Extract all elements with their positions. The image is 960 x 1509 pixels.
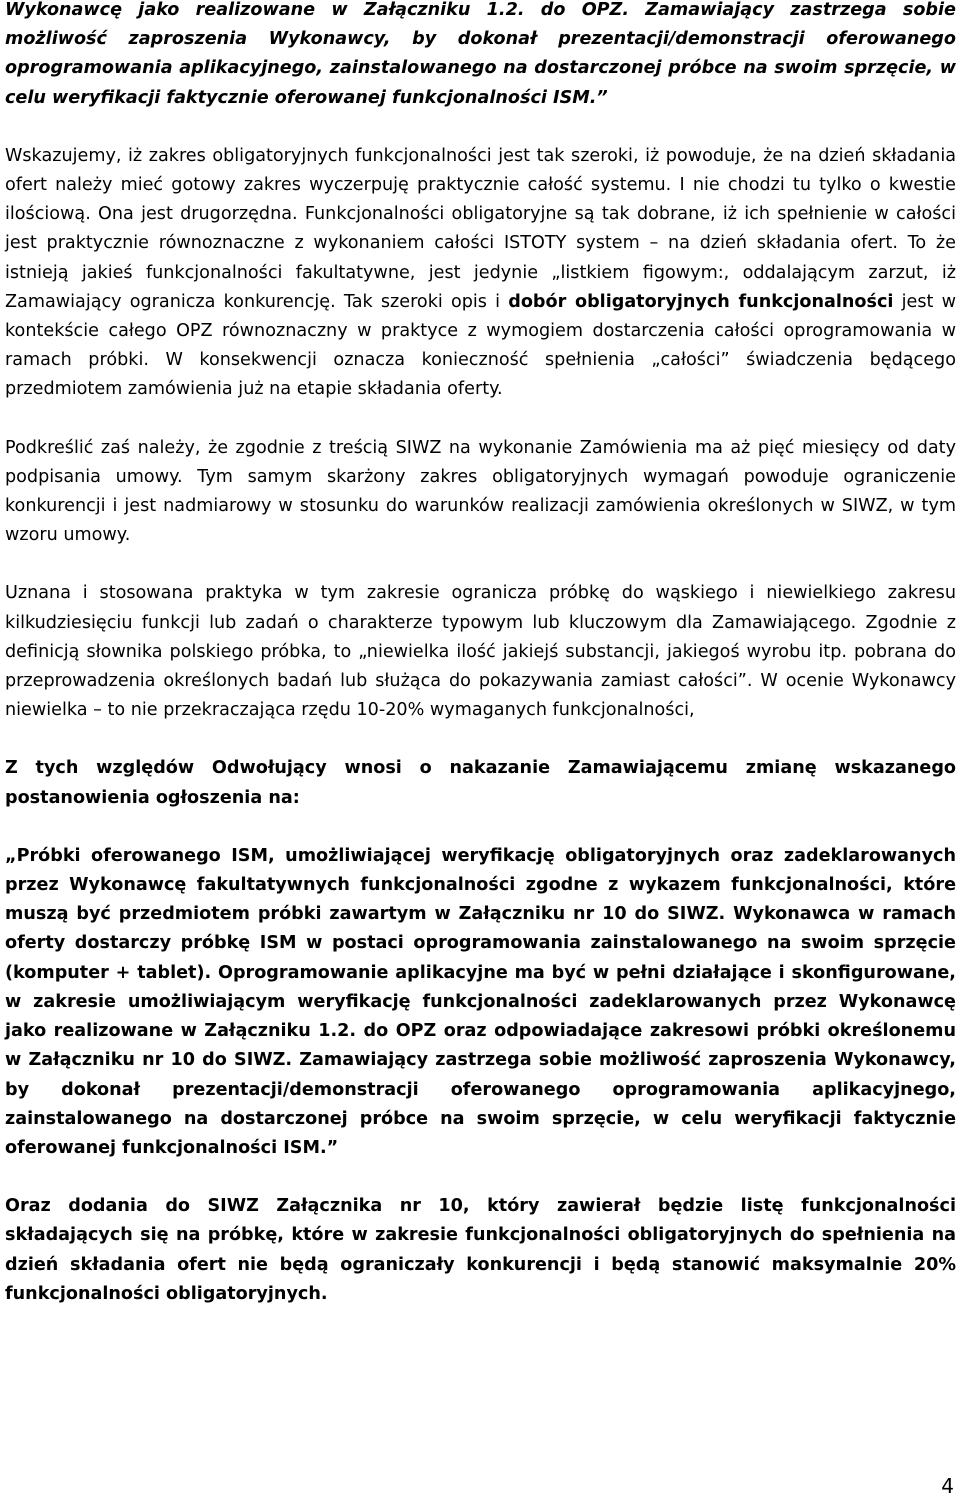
paragraph-practice: Uznana i stosowana praktyka w tym zakresie ogranicza próbkę do wąskiego i niewielkiego zakresu kilkudziesięciu funkcji lub zadań o charakterze typowym lub kluczowym dla Zamawiającego. Zgodnie z definicją słownika polskiego próbka, to „niewielka ilość jakiejś substancji, jakiegoś wyrobu itp. pobrana do przeprowadzenia określonych badań lub służąca do pokazywania zamiast całości”. W ocenie Wykonawcy niewielka – to nie przekraczająca rzędu 10-20% wymaganych funkcjonalności, [5,583,956,721]
paragraph-request: Z tych względów Odwołujący wnosi o nakazanie Zamawiającemu zmianę wskazanego postanowienia ogłoszenia na: [5,758,956,808]
page-number: 4 [941,1474,954,1498]
document-page [5,0,956,1309]
paragraph-scope-argument [5,142,956,405]
paragraph-intro-quote: Wykonawcę jako realizowane w Załączniku 1.2. do OPZ. Zamawiający zastrzega sobie możliwość zaproszenia Wykonawcy, by dokonał prezentacji/demonstracji oferowanego oprogramowania aplikacyjnego, zainstalowanego na dostarczonej próbce na swoim sprzęcie, w celu weryfikacji faktycznie oferowanej funkcjonalności ISM.” [5,0,956,108]
paragraph-annex-request: Oraz dodania do SIWZ Załącznika nr 10, który zawierał będzie listę funkcjonalności składających się na próbkę, które w zakresie funkcjonalności obligatoryjnych do spełnienia na dzień składania ofert nie będą ograniczały konkurencji i będą stanowić maksymalnie 20% funkcjonalności obligatoryjnych. [5,1196,956,1304]
paragraph-proposed-wording: „Próbki oferowanego ISM, umożliwiającej weryfikację obligatoryjnych oraz zadeklarowanych przez Wykonawcę fakultatywnych funkcjonalności zgodne z wykazem funkcjonalności, które muszą być przedmiotem próbki zawartym w Załączniku nr 10 do SIWZ. Wykonawca w ramach oferty dostarczy próbkę ISM w postaci oprogramowania zainstalowanego na swoim sprzęcie (komputer + tablet). Oprogramowanie aplikacyjne ma być w pełni działające i skonfigurowane, w zakresie umożliwiającym weryfikację funkcjonalności zadeklarowanych przez Wykonawcę jako realizowane w Załączniku 1.2. do OPZ oraz odpowiadające zakresowi próbki określonemu w Załączniku nr 10 do SIWZ. Zamawiający zastrzega sobie możliwość zaproszenia Wykonawcy, by dokonał prezentacji/demonstracji oferowanego oprogramowania aplikacyjnego, zainstalowanego na dostarczonej próbce na swoim sprzęcie, w celu weryfikacji faktycznie oferowanej funkcjonalności ISM.” [5,845,956,1158]
paragraph-scope-bold: dobór obligatoryjnych funkcjonalności [508,291,894,312]
paragraph-deadline: Podkreślić zaś należy, że zgodnie z treścią SIWZ na wykonanie Zamówienia ma aż pięć miesięcy od daty podpisania umowy. Tym samym skarżony zakres obligatoryjnych wymagań powoduje ograniczenie konkurencji i jest nadmiarowy w stosunku do warunków realizacji zamówienia określonych w SIWZ, w tym wzoru umowy. [5,437,956,546]
paragraph-scope-text-a: Wskazujemy, iż zakres obligatoryjnych funkcjonalności jest tak szeroki, iż powoduje, że na dzień składania ofert należy mieć gotowy zakres wyczerpuję praktycznie całość systemu. I nie chodzi tu tylko o kwestie ilościową. Ona jest drugorzędna. Funkcjonalności obligatoryjne są tak dobrane, iż ich spełnienie w całości jest praktycznie równoznaczne z wykonaniem całości ISTOTY system – na dzień składania ofert. To że istnieją jakieś funkcjonalności fakultatywne, jest jedynie „listkiem figowym:, oddalającym zarzut, iż Zamawiający ogranicza konkurencję. Tak szeroki opis i [5,145,956,312]
paragraph-scope-text-b: jest w kontekście całego OPZ równoznaczny w praktyce z wymogiem dostarczenia całości oprogramowania w ramach próbki. W konsekwencji oznacza konieczność spełnienia „całości” świadczenia będącego przedmiotem zamówienia już na etapie składania oferty. [5,291,956,400]
